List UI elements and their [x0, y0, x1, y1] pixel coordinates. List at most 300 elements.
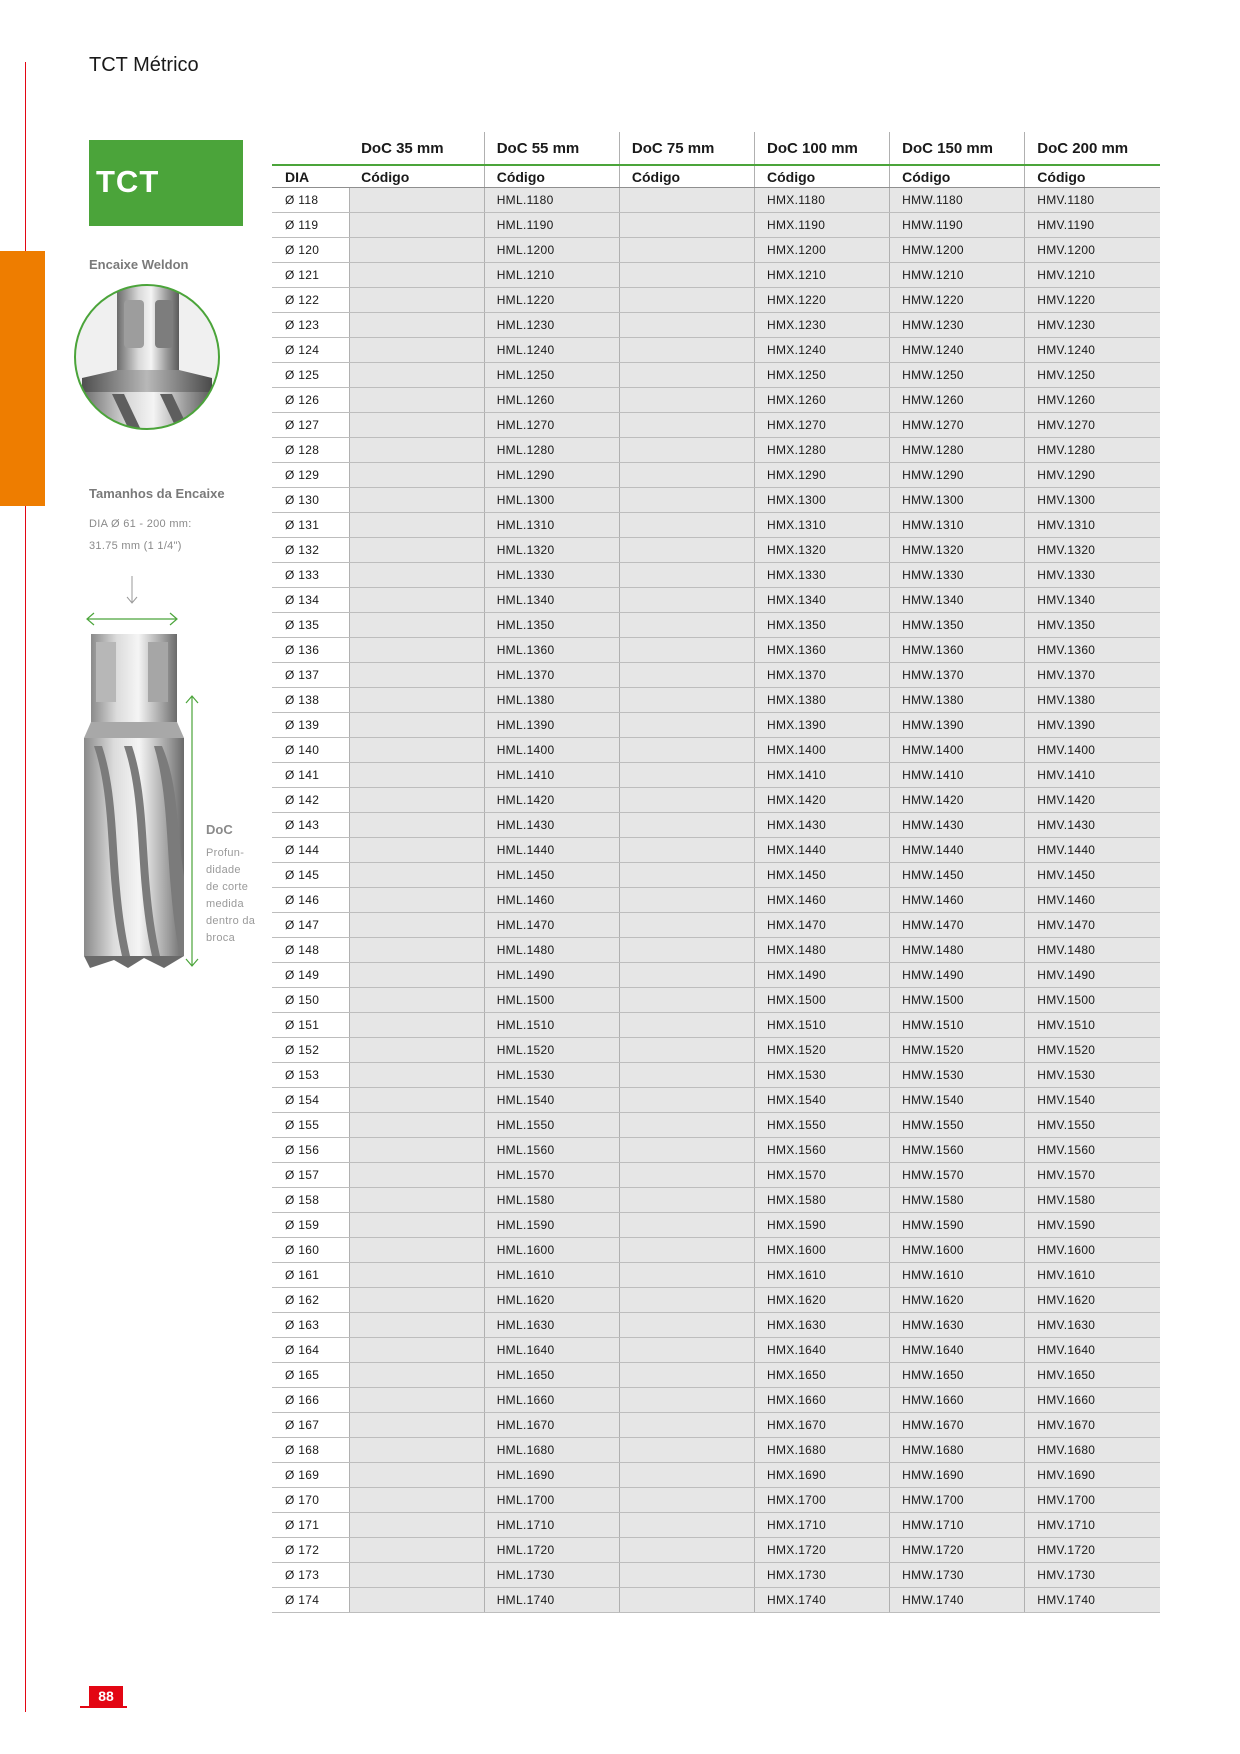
code-cell: [619, 1263, 754, 1288]
table-row: [272, 1538, 1160, 1563]
dia-cell: Ø 167: [272, 1413, 349, 1438]
code-cell: [619, 1588, 754, 1613]
code-cell: HML.1270: [484, 413, 619, 438]
table-row: [272, 1288, 1160, 1313]
dia-cell: Ø 142: [272, 788, 349, 813]
code-cell: HMV.1250: [1025, 363, 1160, 388]
doc-desc-line: dentro da: [206, 915, 256, 927]
code-cell: HMV.1640: [1025, 1338, 1160, 1363]
code-cell: HMV.1520: [1025, 1038, 1160, 1063]
table-row: [272, 488, 1160, 513]
code-cell: [619, 263, 754, 288]
code-cell: HML.1380: [484, 688, 619, 713]
code-cell: HMV.1500: [1025, 988, 1160, 1013]
table-row: [272, 513, 1160, 538]
code-cell: HML.1320: [484, 538, 619, 563]
code-cell: [619, 563, 754, 588]
dia-cell: Ø 170: [272, 1488, 349, 1513]
code-cell: HMX.1260: [755, 388, 890, 413]
table-row: [272, 1438, 1160, 1463]
code-cell: HMX.1350: [755, 613, 890, 638]
dia-cell: Ø 173: [272, 1563, 349, 1588]
code-cell: HMV.1630: [1025, 1313, 1160, 1338]
code-cell: HMW.1550: [890, 1113, 1025, 1138]
code-cell: HML.1490: [484, 963, 619, 988]
code-cell: HMW.1400: [890, 738, 1025, 763]
code-cell: HMV.1290: [1025, 463, 1160, 488]
code-cell: [619, 1438, 754, 1463]
code-cell: HML.1520: [484, 1038, 619, 1063]
code-cell: HMV.1330: [1025, 563, 1160, 588]
code-cell: HML.1300: [484, 488, 619, 513]
doc-desc-line: didade: [206, 864, 241, 876]
code-cell: HMV.1340: [1025, 588, 1160, 613]
code-cell: HMV.1560: [1025, 1138, 1160, 1163]
code-cell: [619, 1088, 754, 1113]
code-cell: [619, 1563, 754, 1588]
code-cell: HMV.1300: [1025, 488, 1160, 513]
code-cell: [349, 1088, 484, 1113]
code-cell: HMX.1200: [755, 238, 890, 263]
code-cell: HMV.1280: [1025, 438, 1160, 463]
code-cell: [349, 813, 484, 838]
doc-header: DoC 100 mm: [755, 132, 890, 165]
code-cell: [619, 313, 754, 338]
dia-cell: Ø 127: [272, 413, 349, 438]
code-cell: HMV.1690: [1025, 1463, 1160, 1488]
cutter-flat-right: [148, 642, 168, 702]
code-cell: HMV.1620: [1025, 1288, 1160, 1313]
code-cell: [619, 1363, 754, 1388]
code-cell: HMW.1740: [890, 1588, 1025, 1613]
code-cell: [619, 963, 754, 988]
dia-cell: Ø 156: [272, 1138, 349, 1163]
code-cell: HMW.1190: [890, 213, 1025, 238]
code-cell: HMW.1730: [890, 1563, 1025, 1588]
table-row: [272, 988, 1160, 1013]
code-cell: [619, 413, 754, 438]
code-cell: HMV.1200: [1025, 238, 1160, 263]
code-cell: HMW.1450: [890, 863, 1025, 888]
code-cell: [349, 963, 484, 988]
code-cell: HMX.1550: [755, 1113, 890, 1138]
code-cell: [349, 1288, 484, 1313]
code-cell: HMW.1460: [890, 888, 1025, 913]
sizes-line-2: 31.75 mm (1 1/4"): [89, 540, 182, 552]
doc-desc-line: broca: [206, 932, 236, 944]
code-cell: HMX.1630: [755, 1313, 890, 1338]
code-cell: HMW.1440: [890, 838, 1025, 863]
code-cell: [349, 263, 484, 288]
table-row: [272, 1038, 1160, 1063]
dia-cell: Ø 165: [272, 1363, 349, 1388]
code-cell: HMW.1390: [890, 713, 1025, 738]
code-cell: HMW.1410: [890, 763, 1025, 788]
code-cell: HMW.1600: [890, 1238, 1025, 1263]
dia-cell: Ø 150: [272, 988, 349, 1013]
code-cell: HMW.1630: [890, 1313, 1025, 1338]
code-cell: HMW.1690: [890, 1463, 1025, 1488]
code-cell: [349, 1138, 484, 1163]
code-cell: [349, 713, 484, 738]
code-cell: [349, 1038, 484, 1063]
code-cell: [349, 1238, 484, 1263]
code-cell: HMW.1500: [890, 988, 1025, 1013]
doc-header: DoC 35 mm: [361, 139, 444, 157]
code-column-header: Código: [484, 165, 619, 188]
code-cell: HMV.1480: [1025, 938, 1160, 963]
code-cell: HMV.1440: [1025, 838, 1160, 863]
code-cell: HMV.1230: [1025, 313, 1160, 338]
code-cell: [619, 338, 754, 363]
code-cell: [619, 1463, 754, 1488]
code-cell: HMX.1180: [755, 188, 890, 213]
code-cell: HMX.1240: [755, 338, 890, 363]
code-cell: HML.1690: [484, 1463, 619, 1488]
code-cell: [349, 938, 484, 963]
dia-cell: Ø 160: [272, 1238, 349, 1263]
code-cell: HMW.1300: [890, 488, 1025, 513]
dia-cell: Ø 157: [272, 1163, 349, 1188]
table-row: [272, 863, 1160, 888]
table-row: [272, 738, 1160, 763]
code-cell: [619, 938, 754, 963]
code-cell: HML.1470: [484, 913, 619, 938]
table-row: [272, 1463, 1160, 1488]
doc-header: DoC 200 mm: [1025, 132, 1160, 165]
code-cell: HMX.1710: [755, 1513, 890, 1538]
code-cell: HMX.1280: [755, 438, 890, 463]
code-cell: HMV.1710: [1025, 1513, 1160, 1538]
code-cell: HML.1530: [484, 1063, 619, 1088]
table-row: [272, 188, 1160, 213]
code-cell: [349, 188, 484, 213]
code-cell: HML.1330: [484, 563, 619, 588]
code-cell: HML.1450: [484, 863, 619, 888]
table-row: [272, 838, 1160, 863]
code-cell: HMX.1430: [755, 813, 890, 838]
code-cell: [349, 1063, 484, 1088]
dia-cell: Ø 166: [272, 1388, 349, 1413]
code-cell: [349, 563, 484, 588]
code-cell: HMX.1590: [755, 1213, 890, 1238]
page-number: 88: [89, 1686, 123, 1706]
doc-header: DoC 150 mm: [890, 132, 1025, 165]
dia-cell: Ø 130: [272, 488, 349, 513]
code-cell: HMV.1270: [1025, 413, 1160, 438]
dia-cell: Ø 161: [272, 1263, 349, 1288]
code-cell: HMV.1180: [1025, 188, 1160, 213]
code-cell: [619, 1288, 754, 1313]
code-cell: [619, 863, 754, 888]
code-column-header: Código: [349, 165, 484, 188]
code-cell: [619, 1413, 754, 1438]
weldon-shank-photo: [72, 282, 222, 432]
doc-description: [206, 845, 266, 947]
table-row: [272, 238, 1160, 263]
code-cell: [619, 188, 754, 213]
code-cell: HMW.1510: [890, 1013, 1025, 1038]
code-cell: HMX.1610: [755, 1263, 890, 1288]
code-cell: HML.1360: [484, 638, 619, 663]
table-row: [272, 788, 1160, 813]
dia-cell: Ø 155: [272, 1113, 349, 1138]
code-cell: [349, 288, 484, 313]
code-cell: HML.1640: [484, 1338, 619, 1363]
dia-cell: Ø 123: [272, 313, 349, 338]
code-cell: HML.1200: [484, 238, 619, 263]
code-cell: HMV.1220: [1025, 288, 1160, 313]
code-cell: HMW.1250: [890, 363, 1025, 388]
code-cell: [349, 1163, 484, 1188]
code-cell: [349, 338, 484, 363]
code-cell: HML.1250: [484, 363, 619, 388]
code-cell: [349, 1563, 484, 1588]
code-cell: [349, 1213, 484, 1238]
column-header-row: [272, 165, 1160, 188]
code-cell: [619, 1213, 754, 1238]
code-cell: [349, 213, 484, 238]
code-cell: HMX.1320: [755, 538, 890, 563]
table-row: [272, 388, 1160, 413]
dia-cell: Ø 169: [272, 1463, 349, 1488]
table-row: [272, 563, 1160, 588]
code-cell: [349, 763, 484, 788]
code-cell: HML.1610: [484, 1263, 619, 1288]
doc-desc-line: medida: [206, 898, 244, 910]
code-cell: HMW.1720: [890, 1538, 1025, 1563]
table-row: [272, 888, 1160, 913]
code-cell: HML.1260: [484, 388, 619, 413]
code-cell: [349, 388, 484, 413]
code-cell: HML.1550: [484, 1113, 619, 1138]
code-cell: [619, 788, 754, 813]
code-cell: [349, 1513, 484, 1538]
code-cell: [619, 1338, 754, 1363]
code-cell: [349, 513, 484, 538]
code-cell: HMW.1560: [890, 1138, 1025, 1163]
code-cell: [619, 1238, 754, 1263]
code-cell: HMV.1670: [1025, 1413, 1160, 1438]
code-cell: [349, 538, 484, 563]
dia-cell: Ø 172: [272, 1538, 349, 1563]
table-row: [272, 1488, 1160, 1513]
code-cell: HMW.1700: [890, 1488, 1025, 1513]
code-cell: [619, 1188, 754, 1213]
code-cell: HMX.1690: [755, 1463, 890, 1488]
cutter-collar: [84, 722, 184, 738]
code-cell: [619, 1538, 754, 1563]
code-cell: [619, 1038, 754, 1063]
code-cell: [349, 688, 484, 713]
dia-cell: Ø 120: [272, 238, 349, 263]
table-row: [272, 263, 1160, 288]
code-cell: [349, 463, 484, 488]
table-row: [272, 963, 1160, 988]
code-cell: [619, 1063, 754, 1088]
code-cell: HMW.1350: [890, 613, 1025, 638]
code-cell: [619, 513, 754, 538]
dia-cell: Ø 133: [272, 563, 349, 588]
code-cell: HMW.1290: [890, 463, 1025, 488]
code-cell: HMW.1650: [890, 1363, 1025, 1388]
cutter-illustration: [84, 576, 209, 1006]
code-cell: HMX.1450: [755, 863, 890, 888]
dia-cell: Ø 134: [272, 588, 349, 613]
dia-cell: Ø 174: [272, 1588, 349, 1613]
code-cell: HMW.1590: [890, 1213, 1025, 1238]
code-cell: [619, 1513, 754, 1538]
code-cell: HMV.1570: [1025, 1163, 1160, 1188]
code-cell: HMV.1600: [1025, 1238, 1160, 1263]
code-cell: HMX.1570: [755, 1163, 890, 1188]
table-row: [272, 1213, 1160, 1238]
code-cell: HMW.1610: [890, 1263, 1025, 1288]
dia-cell: Ø 144: [272, 838, 349, 863]
code-column-header: Código: [755, 165, 890, 188]
code-cell: HMX.1270: [755, 413, 890, 438]
code-cell: HMW.1540: [890, 1088, 1025, 1113]
code-cell: [349, 863, 484, 888]
code-cell: HML.1340: [484, 588, 619, 613]
code-cell: [349, 638, 484, 663]
table-row: [272, 1388, 1160, 1413]
dia-cell: Ø 163: [272, 1313, 349, 1338]
code-cell: HMW.1430: [890, 813, 1025, 838]
code-cell: HMX.1360: [755, 638, 890, 663]
dia-cell: Ø 143: [272, 813, 349, 838]
code-cell: HMX.1650: [755, 1363, 890, 1388]
table-row: [272, 1113, 1160, 1138]
code-cell: HML.1310: [484, 513, 619, 538]
table-row: [272, 213, 1160, 238]
dia-cell: Ø 125: [272, 363, 349, 388]
dia-cell: Ø 168: [272, 1438, 349, 1463]
code-cell: HMV.1720: [1025, 1538, 1160, 1563]
code-column-header: Código: [890, 165, 1025, 188]
table-row: [272, 1313, 1160, 1338]
table-row: [272, 688, 1160, 713]
shank-heading: Encaixe Weldon: [89, 257, 189, 272]
code-column-header: Código: [1025, 165, 1160, 188]
code-cell: HMX.1510: [755, 1013, 890, 1038]
cutter-flat-left: [96, 642, 116, 702]
table-row: [272, 638, 1160, 663]
dia-cell: Ø 147: [272, 913, 349, 938]
page-title: TCT Métrico: [89, 54, 199, 76]
code-cell: [619, 538, 754, 563]
code-cell: HMV.1610: [1025, 1263, 1160, 1288]
dia-cell: Ø 158: [272, 1188, 349, 1213]
code-cell: [619, 363, 754, 388]
code-cell: HML.1620: [484, 1288, 619, 1313]
code-cell: HML.1670: [484, 1413, 619, 1438]
table-row: [272, 338, 1160, 363]
dia-cell: Ø 154: [272, 1088, 349, 1113]
code-cell: [619, 438, 754, 463]
code-cell: [619, 838, 754, 863]
code-cell: [619, 663, 754, 688]
code-cell: [619, 1488, 754, 1513]
dia-column-header: DIA: [272, 165, 349, 188]
doc-heading: DoC: [206, 822, 233, 837]
code-cell: [349, 738, 484, 763]
code-cell: HMX.1460: [755, 888, 890, 913]
doc-desc-line: de corte: [206, 881, 249, 893]
page-number-underline: [80, 1706, 127, 1708]
code-column-header: Código: [619, 165, 754, 188]
dia-cell: Ø 119: [272, 213, 349, 238]
code-cell: HMW.1320: [890, 538, 1025, 563]
dia-cell: Ø 146: [272, 888, 349, 913]
code-cell: HMW.1230: [890, 313, 1025, 338]
code-cell: HML.1740: [484, 1588, 619, 1613]
code-cell: HMW.1710: [890, 1513, 1025, 1538]
code-cell: HMW.1370: [890, 663, 1025, 688]
code-cell: HMW.1570: [890, 1163, 1025, 1188]
code-cell: HMX.1340: [755, 588, 890, 613]
code-cell: HMV.1310: [1025, 513, 1160, 538]
code-cell: HMV.1580: [1025, 1188, 1160, 1213]
code-cell: HMV.1260: [1025, 388, 1160, 413]
code-cell: HML.1500: [484, 988, 619, 1013]
code-cell: HMX.1500: [755, 988, 890, 1013]
code-cell: [349, 1538, 484, 1563]
table-row: [272, 1063, 1160, 1088]
code-cell: HMX.1380: [755, 688, 890, 713]
code-cell: [349, 438, 484, 463]
doc-header: DoC 75 mm: [619, 132, 754, 165]
code-cell: [349, 1588, 484, 1613]
code-cell: HMW.1360: [890, 638, 1025, 663]
code-cell: [619, 1313, 754, 1338]
code-cell: [349, 1413, 484, 1438]
dia-cell: Ø 162: [272, 1288, 349, 1313]
code-cell: HMX.1190: [755, 213, 890, 238]
code-cell: [349, 788, 484, 813]
code-cell: HMW.1470: [890, 913, 1025, 938]
code-cell: [349, 663, 484, 688]
code-cell: HMV.1420: [1025, 788, 1160, 813]
dia-cell: Ø 141: [272, 763, 349, 788]
code-cell: HMW.1240: [890, 338, 1025, 363]
code-cell: HMV.1320: [1025, 538, 1160, 563]
code-cell: HML.1180: [484, 188, 619, 213]
doc-desc-line: Profun-: [206, 847, 245, 859]
table-row: [272, 613, 1160, 638]
code-cell: HML.1730: [484, 1563, 619, 1588]
dia-cell: Ø 131: [272, 513, 349, 538]
code-cell: HMW.1310: [890, 513, 1025, 538]
code-cell: HMW.1520: [890, 1038, 1025, 1063]
code-cell: HMW.1480: [890, 938, 1025, 963]
code-cell: HMX.1300: [755, 488, 890, 513]
dia-cell: Ø 138: [272, 688, 349, 713]
code-cell: HMX.1490: [755, 963, 890, 988]
table-body: [272, 188, 1160, 1613]
dia-cell: Ø 135: [272, 613, 349, 638]
code-cell: HMW.1670: [890, 1413, 1025, 1438]
code-cell: HMV.1700: [1025, 1488, 1160, 1513]
code-cell: HML.1220: [484, 288, 619, 313]
code-cell: [619, 1013, 754, 1038]
dia-cell: Ø 118: [272, 188, 349, 213]
code-cell: HMX.1660: [755, 1388, 890, 1413]
code-cell: HMX.1400: [755, 738, 890, 763]
code-cell: HMW.1680: [890, 1438, 1025, 1463]
code-cell: HMX.1520: [755, 1038, 890, 1063]
code-cell: [349, 1488, 484, 1513]
